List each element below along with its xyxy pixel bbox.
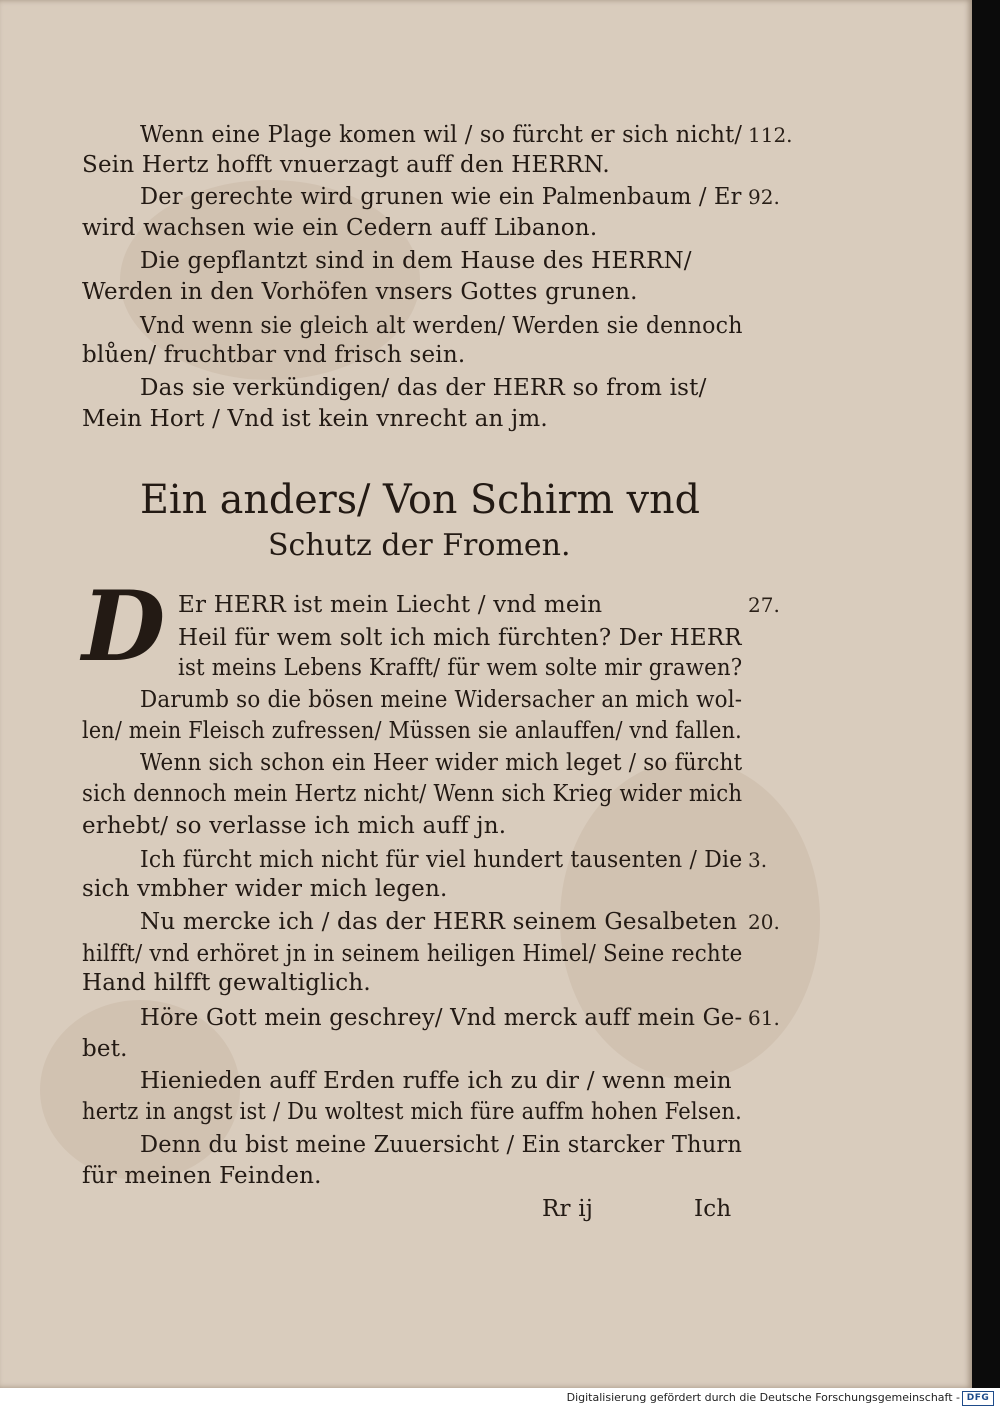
line-text: Er HERR ist mein Liecht / vnd mein [178, 592, 603, 618]
drop-cap: D [82, 570, 166, 683]
line-text: Hienieden auff Erden ruffe ich zu dir / wenn mein [140, 1068, 732, 1094]
text-line [0, 148, 972, 182]
text-line [0, 746, 972, 780]
line-text: Vnd wenn sie gleich alt werden/ Werden sie dennoch [140, 313, 743, 339]
line-text: hilfft/ vnd erhöret jn in seinem heiligen Himel/ Seine rechte [82, 941, 743, 967]
text-line [0, 180, 972, 214]
section-heading-line-1 [0, 474, 972, 526]
page-signature-line [0, 1192, 972, 1226]
text-line [0, 244, 972, 278]
line-text: Mein Hort / Vnd ist kein vnrecht an jm. [82, 406, 548, 432]
heading-text: Schutz der Fromen. [268, 528, 571, 563]
text-line [0, 683, 972, 717]
line-text: hertz in angst ist / Du woltest mich füre auffm hohen Felsen. [82, 1099, 743, 1125]
line-text: Die gepflantzt sind in dem Hause des HERRN/ [140, 248, 692, 274]
line-text: Wenn sich schon ein Heer wider mich leget / so fürcht [140, 750, 743, 776]
line-text: erhebt/ so verlasse ich mich auff jn. [82, 813, 507, 839]
text-line [0, 338, 972, 372]
line-text: ist meins Lebens Krafft/ für wem solte mir grawen? [178, 655, 743, 681]
text-line [0, 1095, 972, 1129]
margin-psalm-number: 20. [748, 910, 780, 934]
text-line [0, 402, 972, 436]
text-line [0, 621, 972, 655]
line-text: Das sie verkündigen/ das der HERR so from ist/ [140, 375, 707, 401]
heading-text: Ein anders/ Von Schirm vnd [140, 477, 700, 523]
margin-psalm-number: 92. [748, 185, 780, 209]
line-text: len/ mein Fleisch zufressen/ Müssen sie anlauffen/ vnd fallen. [82, 718, 742, 744]
dfg-logo: DFG [962, 1391, 994, 1406]
text-line [0, 966, 972, 1000]
line-text: für meinen Feinden. [82, 1163, 322, 1189]
line-text: Denn du bist meine Zuuersicht / Ein starcker Thurn [140, 1132, 743, 1158]
text-line [0, 651, 972, 685]
line-text: Wenn eine Plage komen wil / so fürcht er sich nicht/ [140, 122, 743, 148]
line-text: Nu mercke ich / das der HERR seinem Gesalbeten [140, 909, 738, 935]
text-line [0, 872, 972, 906]
line-text: Der gerechte wird grunen wie ein Palmenbaum / Er [140, 184, 742, 210]
text-line [0, 714, 972, 748]
line-text: Heil für wem solt ich mich fürchten? Der HERR [178, 625, 742, 651]
text-line [0, 118, 972, 152]
line-text: wird wachsen wie ein Cedern auff Libanon. [82, 215, 598, 241]
text-line [0, 905, 972, 939]
section-heading-line-2 [0, 526, 972, 566]
line-text: Hand hilfft gewaltiglich. [82, 970, 371, 996]
text-line [0, 275, 972, 309]
line-text: Sein Hertz hofft vnuerzagt auff den HERRN. [82, 152, 610, 178]
text-line [0, 211, 972, 245]
text-line [0, 777, 972, 811]
line-text: blůen/ fruchtbar vnd frisch sein. [82, 342, 466, 368]
line-text: Werden in den Vorhöfen vnsers Gottes grunen. [82, 279, 638, 305]
signature-mark: Rr ij [542, 1196, 594, 1222]
text-line [0, 1032, 972, 1066]
line-text: sich dennoch mein Hertz nicht/ Wenn sich Krieg wider mich [82, 781, 743, 807]
line-text: bet. [82, 1036, 128, 1062]
line-text: sich vmbher wider mich legen. [82, 876, 448, 902]
margin-psalm-number: 112. [748, 123, 793, 147]
line-text: Höre Gott mein geschrey/ Vnd merck auff mein Ge- [140, 1005, 743, 1031]
text-line [0, 809, 972, 843]
margin-psalm-number: 27. [748, 593, 780, 617]
line-text: Ich fürcht mich nicht für viel hundert tausenten / Die [140, 847, 743, 873]
text-line [0, 1128, 972, 1162]
footer-credit-text: Digitalisierung gefördert durch die Deutsche Forschungsgemeinschaft - [566, 1391, 960, 1404]
margin-psalm-number: 3. [748, 848, 768, 872]
margin-psalm-number: 61. [748, 1006, 780, 1030]
text-line [0, 1159, 972, 1193]
text-line [0, 1001, 972, 1035]
digitization-footer [0, 1388, 1000, 1409]
text-line [0, 371, 972, 405]
catchword: Ich [694, 1196, 732, 1222]
text-line [0, 1064, 972, 1098]
text-line [0, 588, 972, 622]
line-text: Darumb so die bösen meine Widersacher an mich wol- [140, 687, 743, 713]
